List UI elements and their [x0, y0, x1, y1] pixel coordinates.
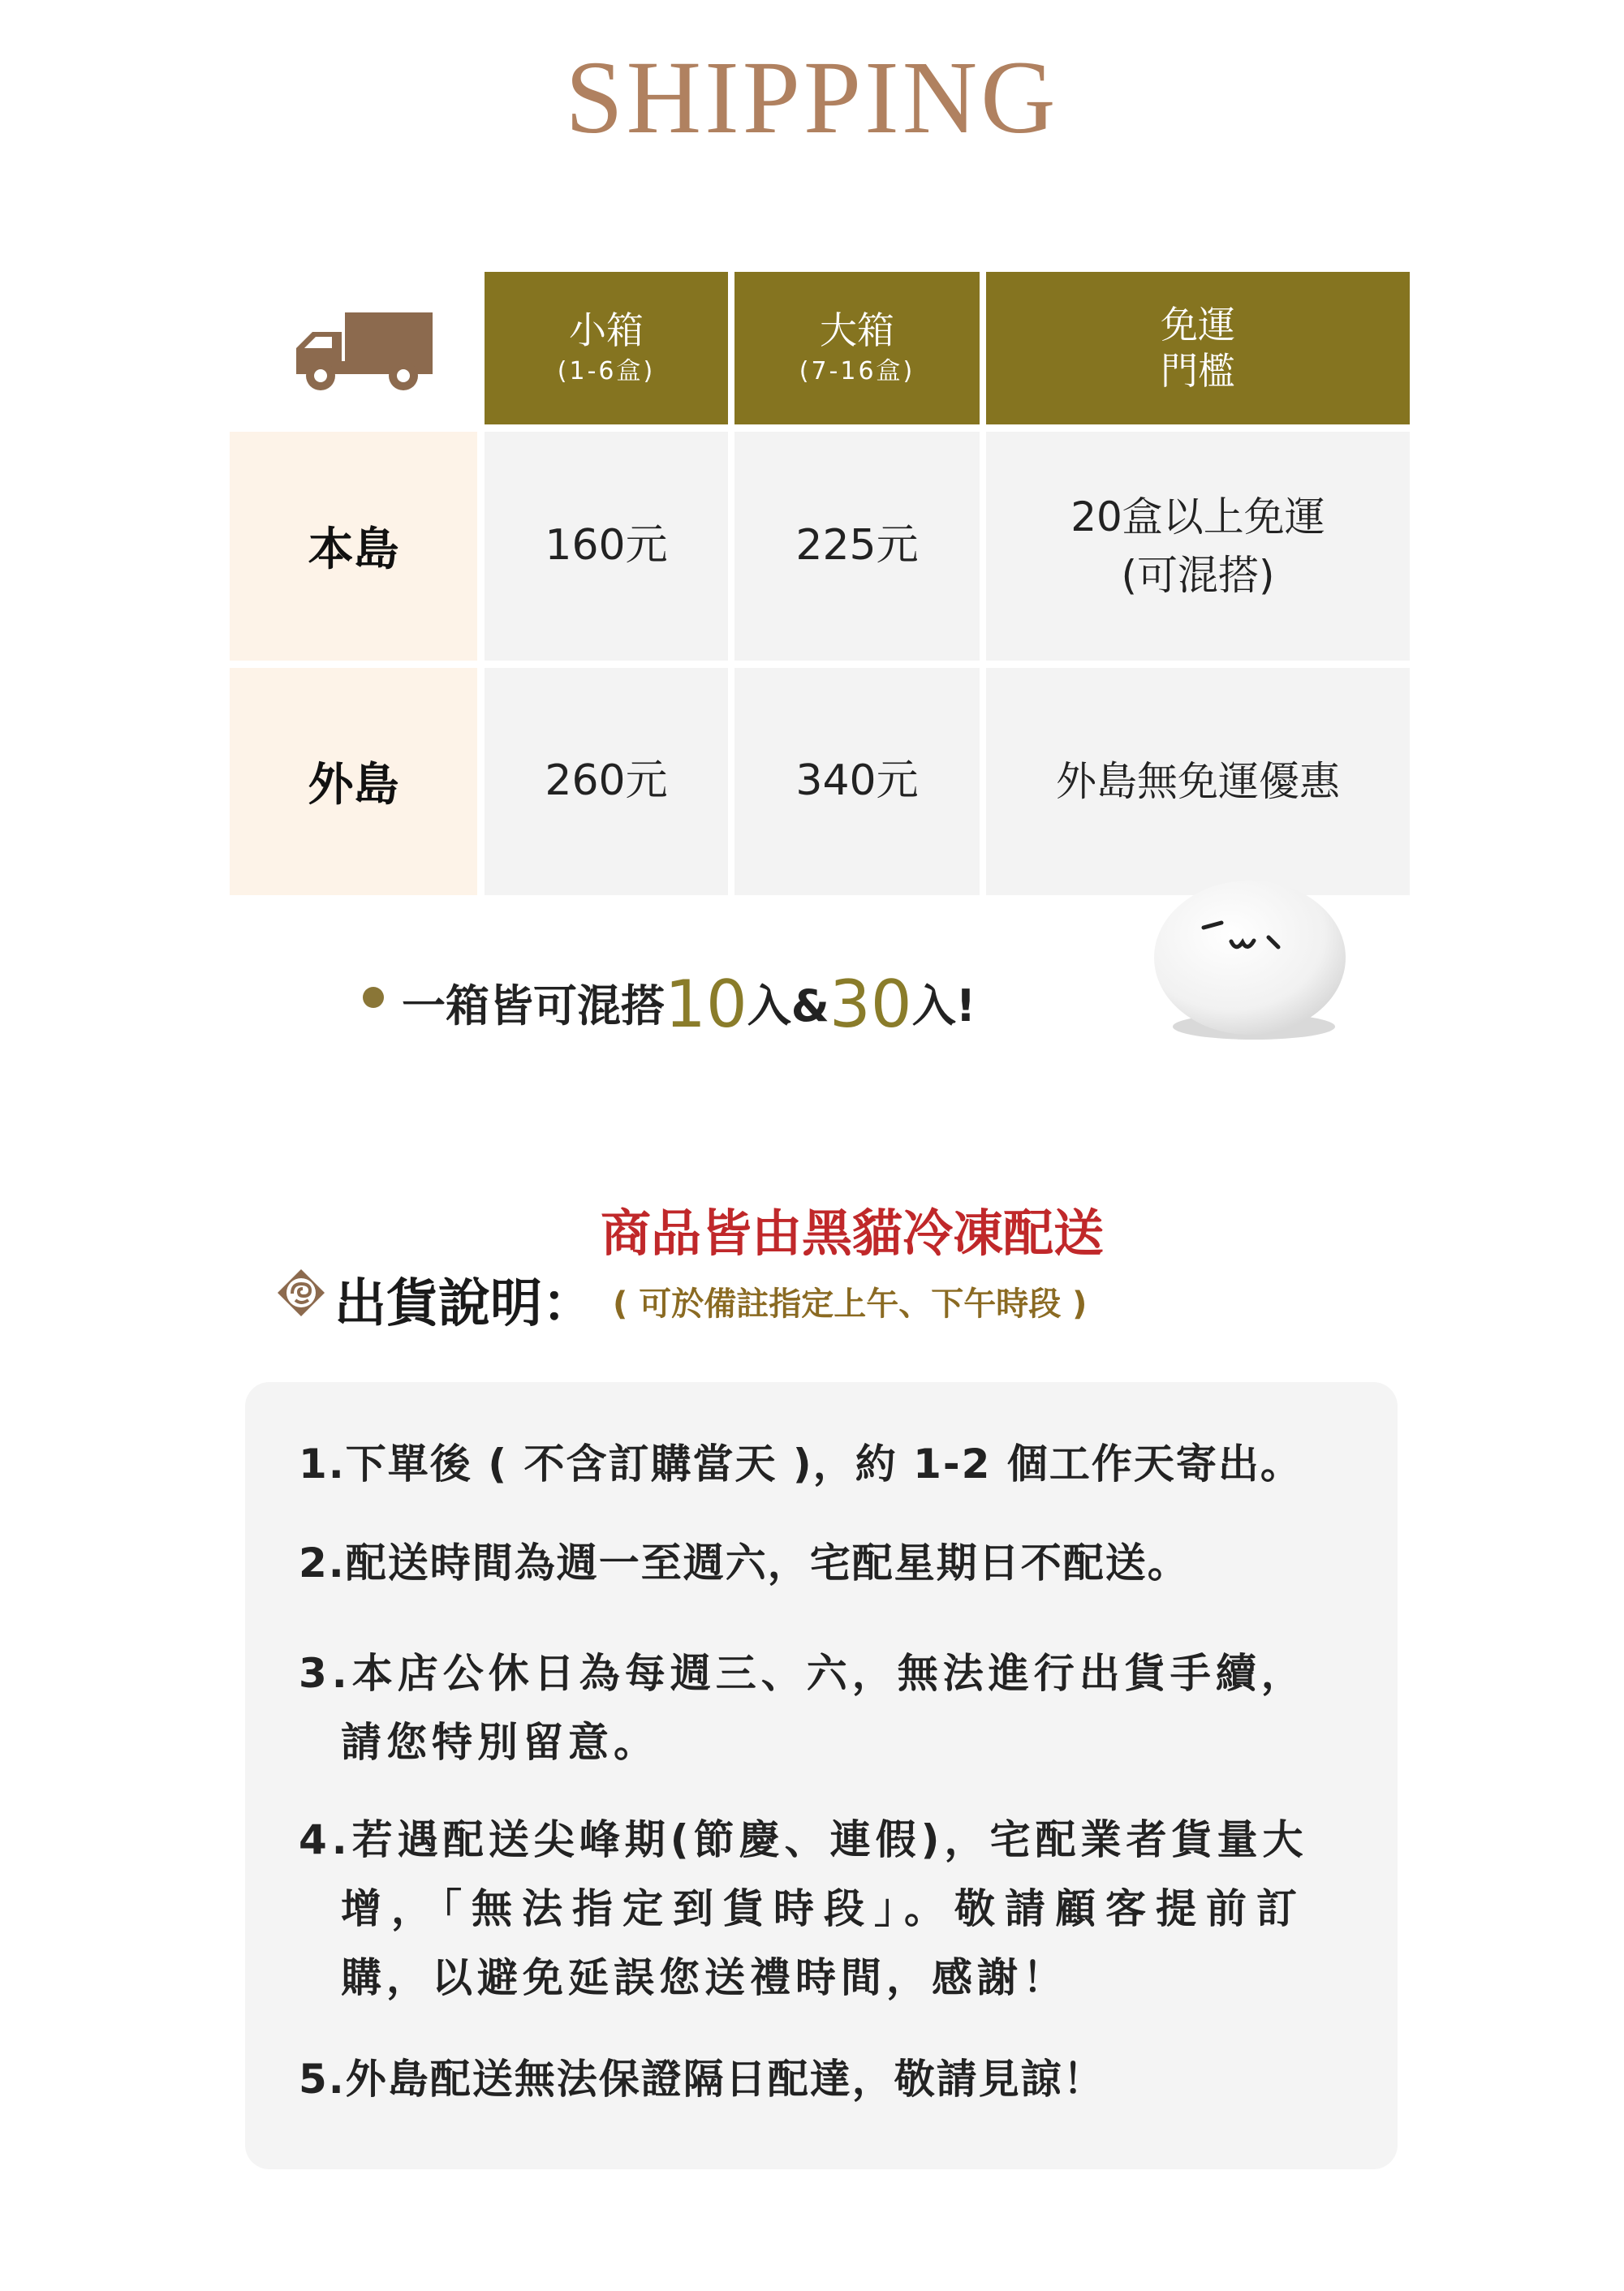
note-line: 增，「無法指定到貨時段」。敬請顧客提前訂 — [341, 1885, 1307, 1932]
mix-note-suffix: 入! — [911, 980, 976, 1031]
note-line: 4.若遇配送尖峰期(節慶、連假)，宅配業者貨量大 — [299, 1816, 1308, 1863]
row-label-outer-islands: 外島 — [230, 668, 477, 895]
page-title: SHIPPING — [565, 40, 1059, 155]
column-header-sub: (7-16盒) — [799, 356, 915, 385]
mix-note-number-30: 30 — [829, 967, 912, 1042]
column-header-label: 免運 — [1161, 302, 1235, 347]
mix-note-mid: 入& — [747, 980, 829, 1031]
note-line: 請您特別留意。 — [341, 1719, 659, 1766]
free-shipping-line: (可混搭) — [1121, 552, 1275, 599]
free-shipping-outer-islands: 外島無免運優惠 — [986, 668, 1410, 895]
shipping-notes-subtitle: ( 可於備註指定上午、下午時段 ) — [613, 1285, 1088, 1323]
column-header-large-box — [734, 272, 980, 424]
price-small-main-island: 160元 — [485, 432, 728, 661]
column-header-small-box — [485, 272, 728, 424]
truck-icon — [288, 311, 434, 392]
note-line: 購，以避免延誤您送禮時間，感謝！ — [341, 1954, 1068, 2001]
column-header-free-shipping — [986, 272, 1410, 424]
flower-emblem-icon — [274, 1266, 328, 1320]
mix-note-number-10: 10 — [665, 967, 747, 1042]
mix-note — [402, 958, 976, 1042]
note-line: 5.外島配送無法保證隔日配達，敬請見諒！ — [299, 2056, 1105, 2103]
note-item-5 — [299, 2045, 1370, 2114]
note-line: 3.本店公休日為每週三、六，無法進行出貨手續， — [299, 1650, 1307, 1697]
mochi-face-icon — [1140, 864, 1359, 1051]
note-item-3 — [299, 1639, 1370, 1777]
note-item-4 — [299, 1806, 1370, 2013]
delivery-method-label: 商品皆由黑貓冷凍配送 — [601, 1204, 1105, 1263]
column-header-label: 大箱 — [820, 308, 894, 353]
free-shipping-line: 20盒以上免運 — [1070, 493, 1325, 540]
price-large-outer-islands: 340元 — [734, 668, 980, 895]
note-item-1 — [299, 1430, 1370, 1499]
note-line: 2.配送時間為週一至週六，宅配星期日不配送。 — [299, 1540, 1190, 1587]
bullet-dot-icon — [363, 987, 384, 1008]
note-line: 1.下單後 ( 不含訂購當天 )，約 1-2 個工作天寄出。 — [299, 1440, 1303, 1488]
column-header-sub: (1-6盒) — [557, 356, 656, 385]
note-item-2 — [299, 1529, 1370, 1598]
price-small-outer-islands: 260元 — [485, 668, 728, 895]
column-header-label-2: 門檻 — [1161, 349, 1235, 393]
mix-note-prefix: 一箱皆可混搭 — [402, 980, 665, 1031]
column-header-label: 小箱 — [569, 308, 644, 353]
row-label-main-island: 本島 — [230, 432, 477, 661]
free-shipping-main-island — [986, 432, 1410, 661]
price-large-main-island: 225元 — [734, 432, 980, 661]
shipping-notes-title: 出貨說明： — [334, 1274, 594, 1334]
